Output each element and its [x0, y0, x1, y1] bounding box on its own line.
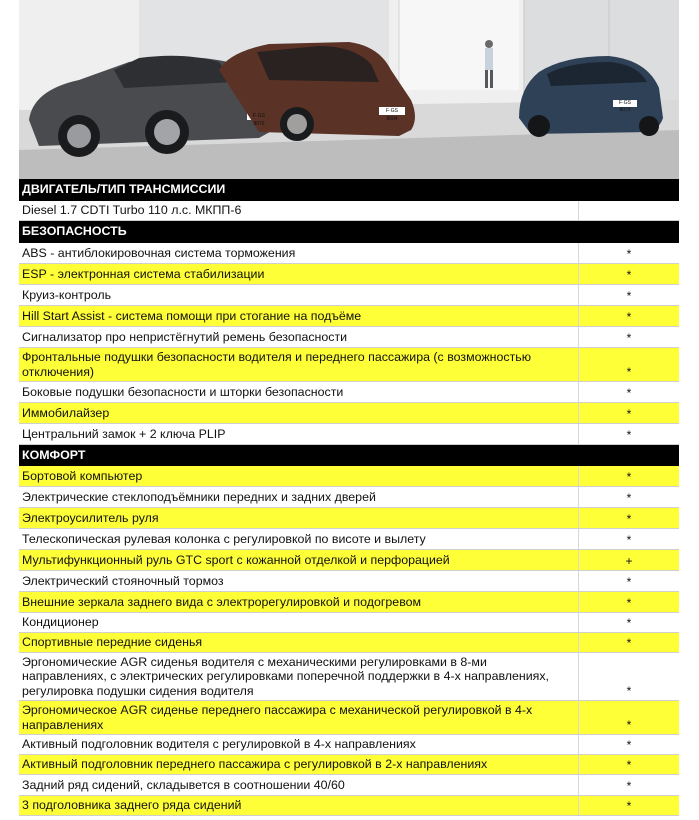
spec-mark: * [579, 403, 679, 423]
spec-mark: * [579, 327, 679, 347]
spec-row [19, 701, 679, 735]
spec-sheet [19, 0, 679, 816]
spec-label: Задний ряд сидений, складывется в соотношении 40/60 [19, 775, 579, 795]
spec-label: Внешние зеркала заднего вида с электрорегулировкой и подогревом [19, 592, 579, 612]
spec-label: Сигнализатор про непристёгнутий ремень безопасности [19, 327, 579, 347]
spec-label: Центральний замок + 2 ключа PLIP [19, 424, 579, 444]
spec-row [19, 306, 679, 327]
spec-label: ESP - электронная система стабилизации [19, 264, 579, 284]
spec-label: Активный подголовник переднего пассажира с регулировкой в 2-х направлениях [19, 755, 579, 774]
spec-mark: * [579, 755, 679, 774]
spec-row [19, 633, 679, 653]
spec-label: Diesel 1.7 CDTI Turbo 110 л.с. МКПП-6 [19, 201, 579, 220]
spec-label: 3 подголовника заднего ряда сидений [19, 796, 579, 815]
spec-mark: * [579, 424, 679, 444]
spec-row [19, 327, 679, 348]
spec-label: Hill Start Assist - система помощи при стогание на подъёме [19, 306, 579, 326]
spec-mark: * [579, 306, 679, 326]
spec-mark: * [579, 508, 679, 528]
spec-row [19, 653, 679, 701]
section-title: БЕЗОПАСНОСТЬ [22, 224, 127, 239]
plate-1: F·GS 8072 [253, 113, 265, 127]
spec-mark: * [579, 466, 679, 486]
spec-row [19, 466, 679, 487]
spec-mark: * [579, 796, 679, 815]
spec-row [19, 382, 679, 403]
spec-mark: * [579, 701, 679, 734]
spec-label: Иммобилайзер [19, 403, 579, 423]
section-engine-header [19, 179, 679, 201]
section-title: ДВИГАТЕЛЬ/ТИП ТРАНСМИССИИ [22, 182, 226, 197]
spec-mark [579, 201, 679, 220]
spec-mark: * [579, 592, 679, 612]
spec-mark: * [579, 487, 679, 507]
spec-label: Бортовой компьютер [19, 466, 579, 486]
spec-row [19, 285, 679, 306]
spec-label: Спортивные передние сиденья [19, 633, 579, 652]
spec-mark: * [579, 633, 679, 652]
spec-mark: * [579, 285, 679, 305]
spec-label: Эргономическое AGR сиденье переднего пассажира с механической регулировкой в 4-х направлениях [19, 701, 579, 734]
spec-label: Телескопическая рулевая колонка с регулировкой по висоте и вылету [19, 529, 579, 549]
spec-row [19, 424, 679, 445]
section-safety-header [19, 221, 679, 243]
spec-row [19, 613, 679, 633]
spec-label: Электрические стеклоподъёмники передних и задних дверей [19, 487, 579, 507]
spec-label: Активный подголовник водителя с регулировкой в 4-х направлениях [19, 735, 579, 754]
spec-mark: + [579, 550, 679, 570]
spec-row [19, 243, 679, 264]
spec-row [19, 348, 679, 382]
spec-mark: * [579, 264, 679, 284]
spec-mark: * [579, 775, 679, 795]
spec-mark: * [579, 382, 679, 402]
spec-mark: * [579, 529, 679, 549]
spec-label: Мультифункционный руль GTC sport с кожанной отделкой и перфорацией [19, 550, 579, 570]
spec-row [19, 755, 679, 775]
spec-row [19, 201, 679, 221]
spec-label: Боковые подушки безопасности и шторки безопасности [19, 382, 579, 402]
section-comfort-header [19, 445, 679, 466]
spec-row [19, 796, 679, 816]
spec-label: Эргономические AGR сиденья водителя с механическими регулировками в 8-ми направлениях, с электрических регулировками поперечной поддержки в 4-х направлениях, регулировка подушки сидения водителя [19, 653, 579, 700]
spec-mark: * [579, 653, 679, 700]
spec-mark: * [579, 243, 679, 263]
spec-mark: * [579, 348, 679, 381]
spec-row [19, 264, 679, 285]
spec-row [19, 487, 679, 508]
spec-label: Круиз-контроль [19, 285, 579, 305]
spec-row [19, 775, 679, 796]
spec-row [19, 735, 679, 755]
spec-label: Кондиционер [19, 613, 579, 632]
spec-label: Фронтальные подушки безопасности водителя и переднего пассажира (с возможностью отключения) [19, 348, 579, 381]
plate-2: F·GS 8004 [386, 108, 398, 122]
spec-row [19, 529, 679, 550]
spec-mark: * [579, 613, 679, 632]
spec-mark: * [579, 735, 679, 754]
spec-row [19, 508, 679, 529]
spec-label: ABS - антиблокировочная система торможения [19, 243, 579, 263]
plate-3: F·GS 8073 [619, 100, 631, 113]
car-photo-illustration [19, 0, 679, 179]
spec-label: Электрический стояночный тормоз [19, 571, 579, 591]
section-title: КОМФОРТ [22, 447, 86, 462]
spec-row [19, 403, 679, 424]
spec-mark: * [579, 571, 679, 591]
spec-label: Электроусилитель руля [19, 508, 579, 528]
car-photo [19, 0, 679, 179]
spec-row [19, 550, 679, 571]
spec-row [19, 571, 679, 592]
spec-row [19, 592, 679, 613]
